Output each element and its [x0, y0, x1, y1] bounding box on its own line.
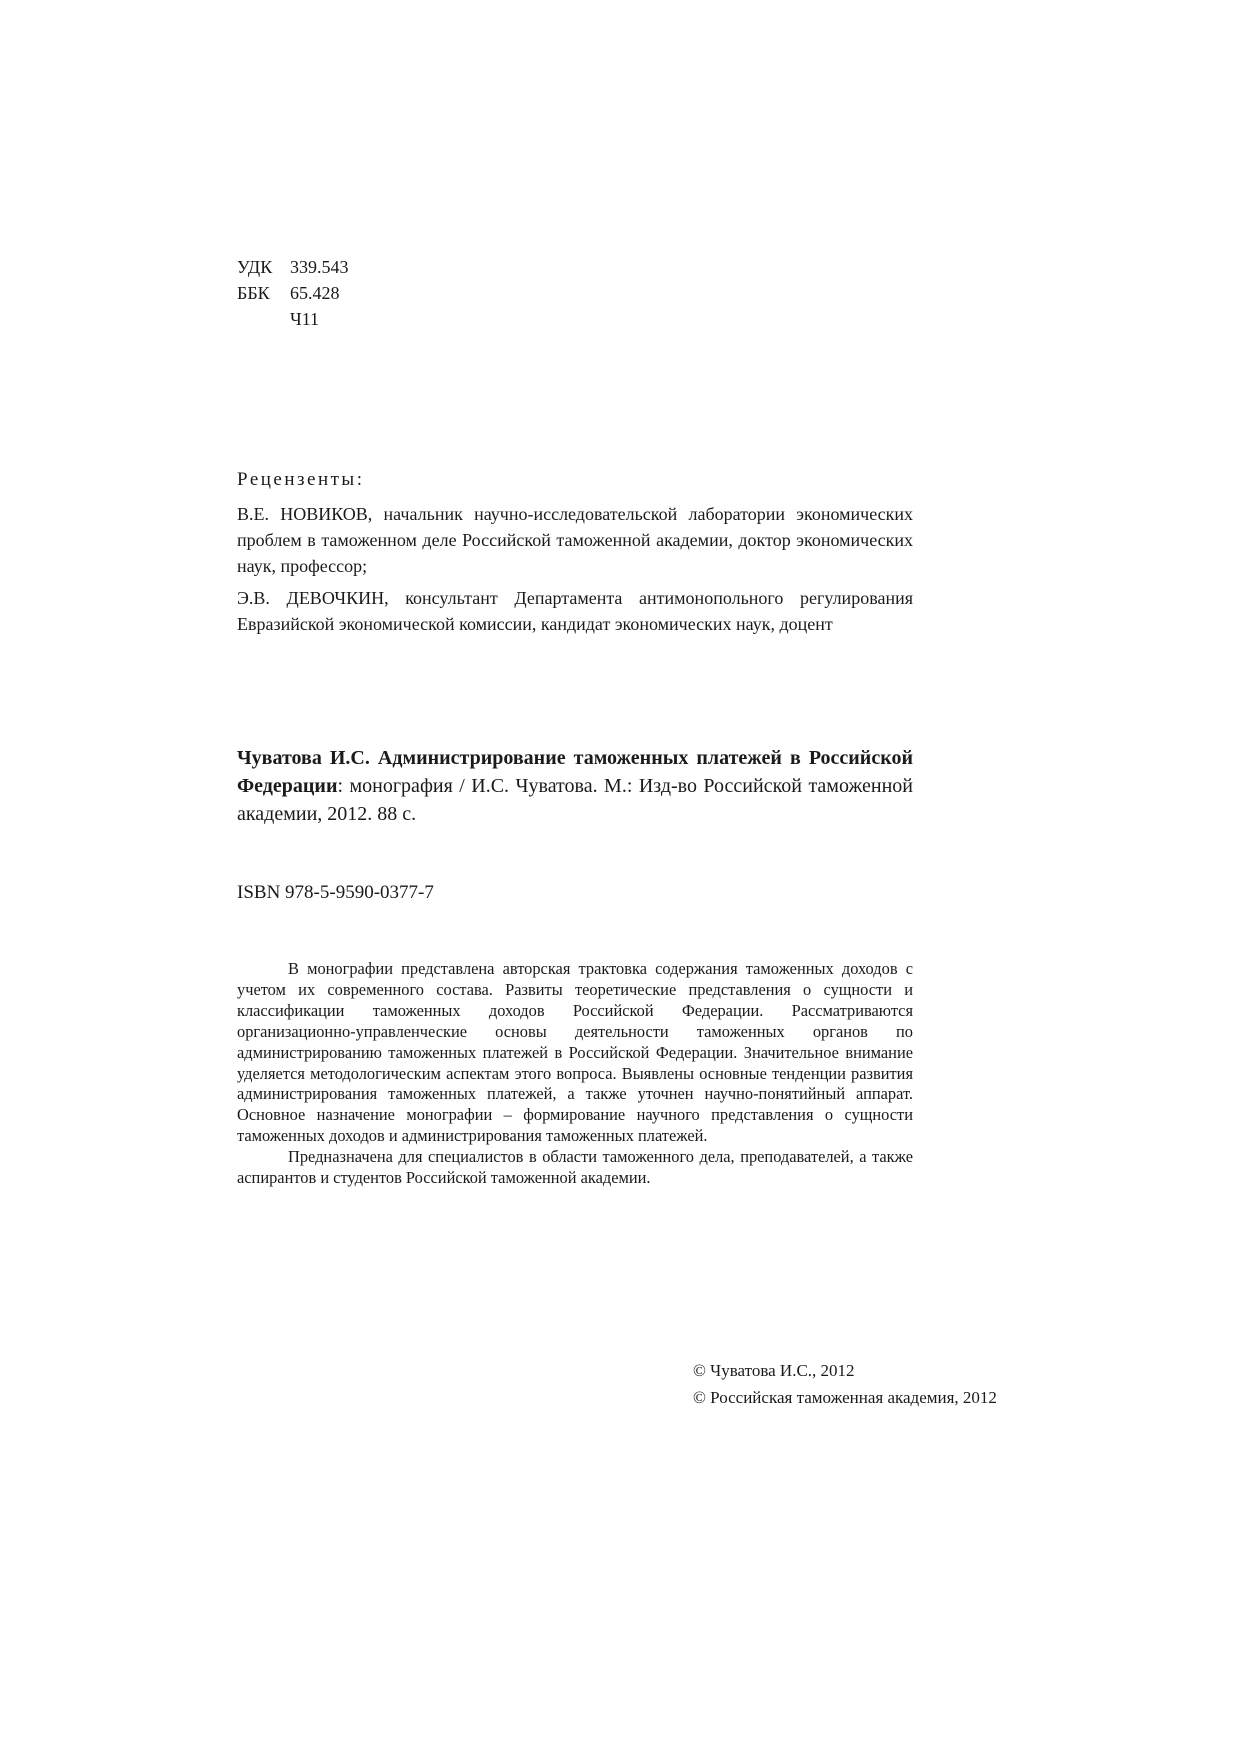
author-mark: Ч11 [290, 309, 320, 329]
abstract-paragraph: В монографии представлена авторская трактовка содержания таможенных доходов с учетом их современного состава. Развиты теоретические представления о сущности и классификации таможенных доходов Российской Федерации. Рассматриваются организационно-управленческие основы деятельности таможенных органов по администрированию таможенных платежей в Российской Федерации. Значительное внимание уделяется методологическим аспектам этого вопроса. Выявлены основные тенденции развития администрирования таможенных платежей, а также уточнен научно-понятийный аппарат. Основное назначение монографии – формирование научного представления о сущности таможенных доходов и администрирования таможенных платежей. [237, 959, 913, 1146]
bibliographic-citation [237, 744, 913, 828]
copyright-block [693, 1357, 997, 1411]
isbn: ISBN 978-5-9590-0377-7 [237, 882, 434, 903]
citation-details: : монография / И.С. Чуватова. М.: Изд-во Российской таможенной академии, 2012. 88 с. [237, 775, 913, 825]
bbk-row [237, 280, 913, 306]
copyright-line: © Чуватова И.С., 2012 [693, 1361, 855, 1380]
classification-block [237, 254, 913, 332]
udk-row [237, 254, 913, 280]
citation-author-title: Чуватова И.С. Администрирование таможенных платежей в Российской Федерации [237, 747, 913, 797]
author-mark-row [237, 306, 913, 332]
reviewers-heading: Рецензенты: [237, 469, 365, 490]
reviewer-entry: Э.В. ДЕВОЧКИН, консультант Департамента антимонопольного регулирования Евразийской экономической комиссии, кандидат экономических наук, доцент [237, 588, 913, 634]
udk-label: УДК [237, 257, 273, 277]
reviewers-block [237, 467, 913, 643]
abstract-paragraph: Предназначена для специалистов в области таможенного дела, преподавателей, а также аспирантов и студентов Российской таможенной академии. [237, 1147, 913, 1188]
udk-value: 339.543 [290, 257, 349, 277]
bbk-label: ББК [237, 283, 270, 303]
reviewer-entry: В.Е. НОВИКОВ, начальник научно-исследовательской лаборатории экономических проблем в таможенном деле Российской таможенной академии, доктор экономических наук, профессор; [237, 504, 913, 576]
copyright-line: © Российская таможенная академия, 2012 [693, 1388, 997, 1407]
bbk-value: 65.428 [290, 283, 340, 303]
abstract [237, 959, 913, 1189]
